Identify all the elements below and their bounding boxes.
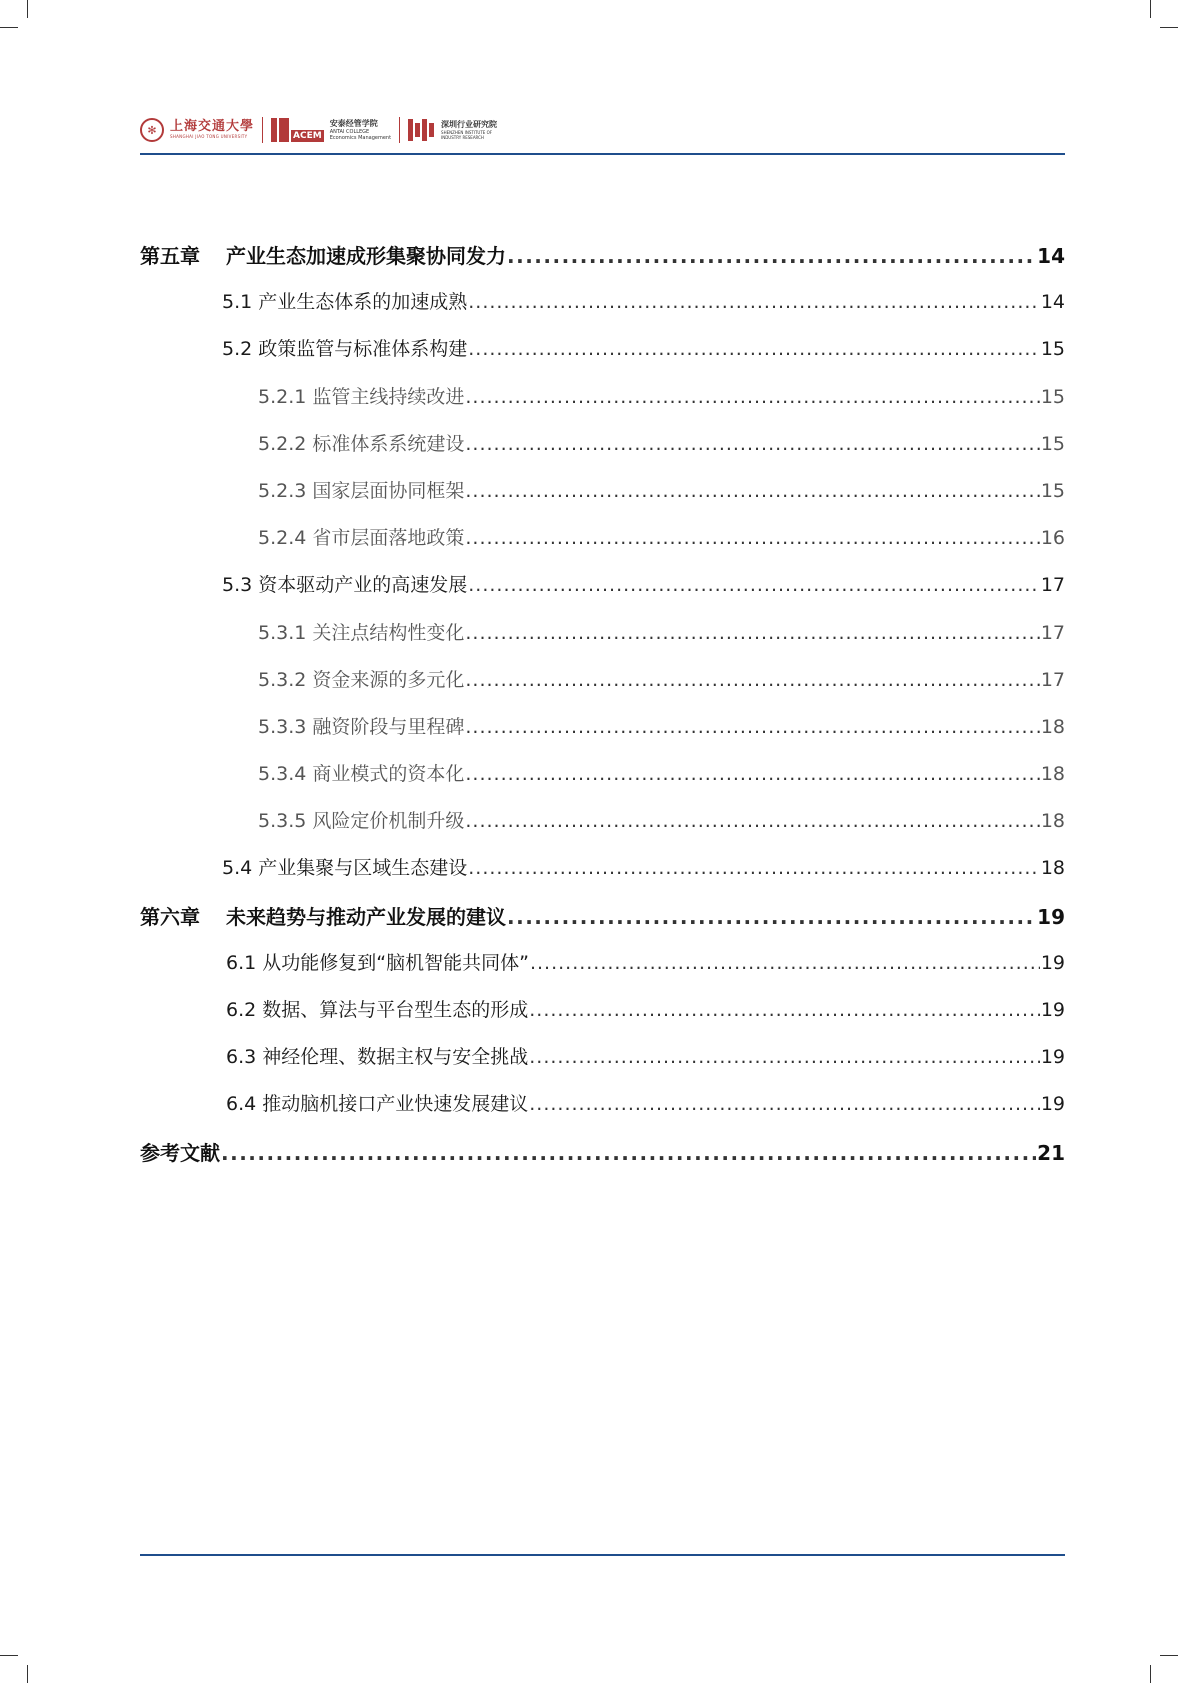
toc-dot-leader	[465, 716, 1039, 738]
sjtu-name-cn: 上海交通大學	[170, 119, 255, 134]
toc-dot-leader	[465, 810, 1039, 832]
toc-page-number: 17	[1040, 574, 1065, 597]
toc-entry-label	[258, 618, 464, 645]
toc-page-number: 19	[1040, 1046, 1065, 1069]
header-rule	[140, 153, 1065, 155]
crop-mark-top-right-v	[1150, 0, 1151, 18]
toc-entry-label	[140, 240, 506, 269]
toc-page-number: 14	[1040, 291, 1065, 314]
toc-entry-title: 6.2 数据、算法与平台型生态的形成	[226, 999, 529, 1021]
page-header	[140, 110, 1065, 150]
toc-subsection-entry[interactable]	[140, 429, 1065, 476]
toc-dot-leader	[221, 1141, 1036, 1165]
toc-subsection-entry[interactable]	[140, 665, 1065, 712]
toc-entry-title: 5.3.2 资金来源的多元化	[258, 668, 465, 691]
toc-page-number: 17	[1040, 621, 1065, 644]
sii-name-cn: 深圳行业研究院	[441, 120, 498, 129]
acem-mark-text: ACEM	[293, 131, 322, 141]
toc-page-number: 18	[1040, 810, 1065, 833]
toc-dot-leader	[529, 1046, 1040, 1068]
toc-chapter-entry[interactable]	[140, 901, 1065, 948]
sii-logo	[408, 119, 497, 141]
sii-name-en-1: SHENZHEN INSTITUTE OF	[441, 130, 493, 135]
toc-dot-leader	[507, 905, 1036, 929]
toc-chapter-number: 第五章	[140, 244, 200, 268]
toc-entry-label	[226, 1042, 528, 1069]
toc-page-number: 15	[1040, 432, 1065, 455]
toc-dot-leader	[530, 952, 1040, 974]
sjtu-seal-icon: ✻	[140, 118, 164, 142]
toc-subsection-entry[interactable]	[140, 759, 1065, 806]
toc-dot-leader	[465, 386, 1039, 408]
toc-entry-label	[222, 287, 467, 314]
toc-dot-leader	[468, 291, 1040, 313]
sjtu-logo	[140, 118, 254, 142]
toc-entry-label	[258, 429, 464, 456]
toc-entry-label	[258, 523, 464, 550]
toc-entry-title: 5.4 产业集聚与区域生态建设	[222, 857, 468, 880]
antai-name-en-1: ANTAI COLLEGE	[329, 129, 370, 135]
toc-entry-title: 5.3.3 融资阶段与里程碑	[258, 715, 465, 738]
toc-page-number: 18	[1040, 763, 1065, 786]
toc-chapter-number: 第六章	[140, 904, 200, 929]
toc-dot-leader	[465, 480, 1039, 502]
toc-page-number: 19	[1040, 951, 1065, 974]
toc-subsection-entry[interactable]	[140, 806, 1065, 853]
toc-entry-title: 5.3.4 商业模式的资本化	[258, 763, 465, 786]
toc-entry-label	[258, 382, 464, 409]
sii-mark-icon	[408, 119, 436, 141]
logo-divider	[399, 117, 400, 143]
acem-mark-icon	[271, 118, 324, 142]
toc-section-entry[interactable]	[140, 948, 1065, 995]
toc-dot-leader	[529, 999, 1040, 1021]
table-of-contents	[140, 240, 1065, 1184]
toc-entry-label	[140, 901, 506, 930]
toc-entry-title: 6.4 推动脑机接口产业快速发展建议	[226, 1093, 529, 1116]
toc-entry-title: 未来趋势与推动产业发展的建议	[226, 904, 506, 929]
toc-entry-title: 5.2.1 监管主线持续改进	[258, 385, 465, 408]
toc-dot-leader	[465, 527, 1039, 549]
toc-dot-leader	[468, 574, 1040, 596]
toc-entry-label	[226, 948, 529, 975]
crop-mark-bottom-right-v	[1150, 1665, 1151, 1683]
toc-entry-title: 5.2.3 国家层面协同框架	[258, 479, 465, 502]
toc-entry-label	[222, 334, 467, 361]
toc-page-number: 21	[1037, 1140, 1065, 1165]
toc-entry-title: 5.3.5 风险定价机制升级	[258, 810, 465, 833]
toc-dot-leader	[465, 433, 1039, 455]
toc-page-number: 19	[1037, 904, 1065, 929]
toc-page-number: 14	[1037, 244, 1065, 268]
toc-section-entry[interactable]	[140, 334, 1065, 381]
toc-entry-label	[226, 995, 528, 1022]
toc-entry-title: 参考文献	[140, 1140, 220, 1165]
footer-rule	[140, 1554, 1065, 1556]
toc-entry-label	[222, 570, 467, 597]
toc-dot-leader	[507, 244, 1036, 268]
toc-entry-title: 5.3.1 关注点结构性变化	[258, 621, 465, 644]
toc-entry-label	[258, 665, 464, 692]
crop-mark-bottom-left-v	[27, 1665, 28, 1683]
toc-page-number: 18	[1040, 715, 1065, 738]
toc-section-entry[interactable]	[140, 995, 1065, 1042]
antai-name-cn: 安泰经管学院	[329, 119, 378, 128]
toc-entry-label	[140, 1137, 220, 1166]
toc-section-entry[interactable]	[140, 1089, 1065, 1136]
toc-chapter-entry[interactable]	[140, 1137, 1065, 1184]
toc-entry-label	[258, 759, 464, 786]
toc-page-number: 19	[1040, 1093, 1065, 1116]
toc-page-number: 19	[1040, 999, 1065, 1021]
toc-page-number: 18	[1040, 857, 1065, 880]
toc-section-entry[interactable]	[140, 570, 1065, 617]
toc-dot-leader	[465, 669, 1039, 691]
toc-dot-leader	[465, 763, 1039, 785]
crop-mark-bottom-right-h	[1160, 1655, 1178, 1656]
toc-page-number: 15	[1040, 338, 1065, 361]
logo-divider	[262, 117, 263, 143]
antai-logo	[271, 118, 391, 142]
toc-subsection-entry[interactable]	[140, 476, 1065, 523]
toc-page-number: 16	[1040, 527, 1065, 550]
toc-entry-title: 5.3 资本驱动产业的高速发展	[222, 574, 468, 597]
toc-entry-label	[258, 806, 464, 833]
toc-chapter-entry[interactable]	[140, 240, 1065, 287]
crop-mark-top-left-v	[27, 0, 28, 18]
sjtu-name-en: SHANGHAI JIAO TONG UNIVERSITY	[170, 134, 248, 139]
toc-dot-leader	[468, 338, 1040, 360]
toc-dot-leader	[529, 1093, 1040, 1115]
toc-entry-label	[222, 853, 467, 880]
toc-entry-title: 5.2 政策监管与标准体系构建	[222, 338, 468, 361]
toc-subsection-entry[interactable]	[140, 382, 1065, 429]
toc-page-number: 17	[1040, 668, 1065, 691]
toc-entry-label	[258, 712, 464, 739]
toc-section-entry[interactable]	[140, 287, 1065, 334]
toc-entry-title: 6.3 神经伦理、数据主权与安全挑战	[226, 1046, 529, 1069]
toc-entry-label	[226, 1089, 528, 1116]
toc-subsection-entry[interactable]	[140, 523, 1065, 570]
toc-entry-title: 5.2.4 省市层面落地政策	[258, 527, 465, 550]
crop-mark-top-right-h	[1160, 27, 1178, 28]
toc-dot-leader	[465, 622, 1039, 644]
toc-subsection-entry[interactable]	[140, 618, 1065, 665]
crop-mark-top-left-h	[0, 27, 18, 28]
toc-page-number: 15	[1040, 479, 1065, 502]
toc-entry-label	[258, 476, 464, 503]
toc-page-number: 15	[1040, 385, 1065, 408]
toc-entry-title: 6.1 从功能修复到“脑机智能共同体”	[226, 951, 529, 974]
toc-section-entry[interactable]	[140, 853, 1065, 900]
toc-entry-title: 5.2.2 标准体系系统建设	[258, 432, 465, 455]
toc-entry-title: 5.1 产业生态体系的加速成熟	[222, 291, 468, 314]
toc-subsection-entry[interactable]	[140, 712, 1065, 759]
sii-name-en-2: INDUSTRY RESEARCH	[441, 135, 484, 140]
toc-dot-leader	[468, 857, 1040, 879]
toc-entry-title: 产业生态加速成形集聚协同发力	[226, 244, 506, 268]
crop-mark-bottom-left-h	[0, 1655, 18, 1656]
antai-name-en-2: Economics Management	[329, 135, 392, 141]
toc-section-entry[interactable]	[140, 1042, 1065, 1089]
